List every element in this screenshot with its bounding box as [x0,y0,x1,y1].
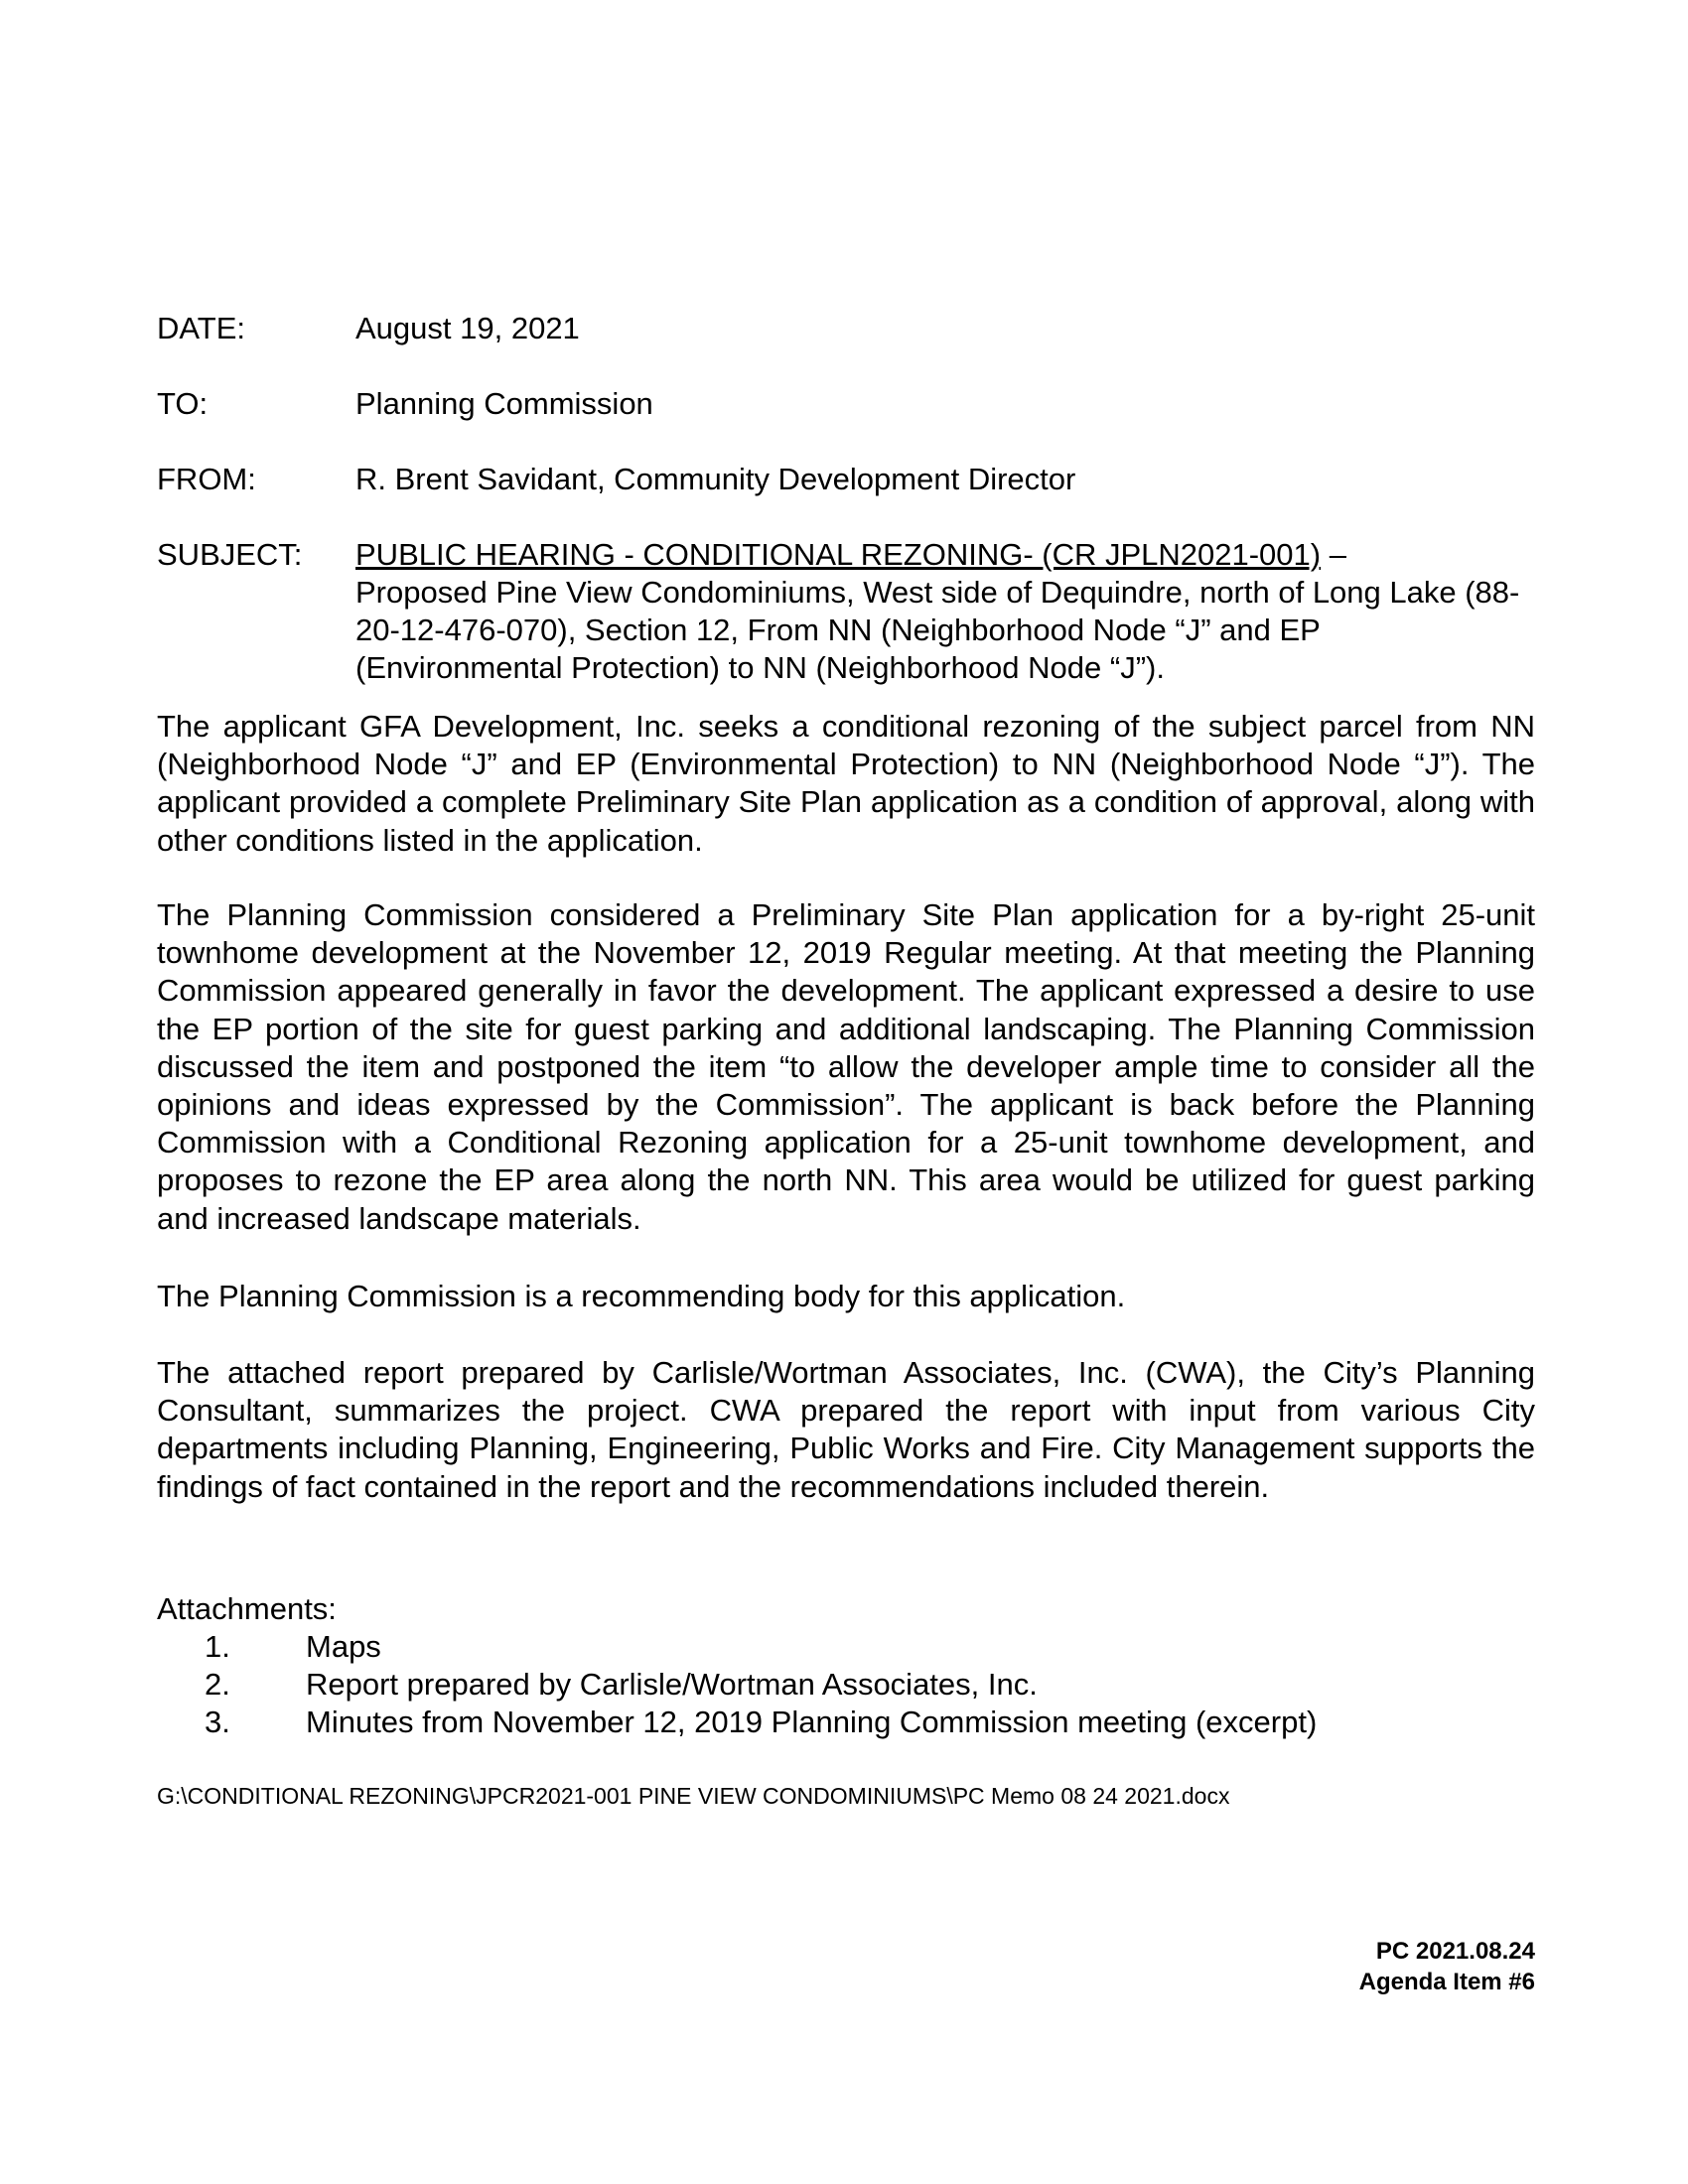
attachment-text: Report prepared by Carlisle/Wortman Associates, Inc. [306,1667,1038,1702]
body-paragraph-1: The applicant GFA Development, Inc. seeks a conditional rezoning of the subject parcel from NN (Neighborhood Node “J” and EP (Environmental Protection) to NN (Neighborhood Node “J”). The applicant provided a complete Preliminary Site Plan application as a condition of approval, along with other conditions listed in the application. [157,709,1535,858]
attachment-number: 1. [205,1629,230,1664]
attachment-number: 3. [205,1705,230,1739]
to-value: Planning Commission [355,386,653,421]
attachments-title: Attachments: [157,1591,337,1626]
agenda-item: Agenda Item #6 [1358,1969,1535,1995]
from-value: R. Brent Savidant, Community Development Director [355,462,1076,496]
file-path: G:\CONDITIONAL REZONING\JPCR2021-001 PINE VIEW CONDOMINIUMS\PC Memo 08 24 2021.docx [157,1783,1230,1809]
attachment-item [157,1704,1535,1741]
agenda-footer [1359,1936,1535,1997]
attachment-text: Maps [306,1629,381,1664]
subject-heading: PUBLIC HEARING - CONDITIONAL REZONING- (CR JPLN2021-001) [355,537,1322,572]
to-label: TO: [157,386,209,421]
body-paragraph-2: The Planning Commission considered a Preliminary Site Plan application for a by-right 25-unit townhome development at the November 12, 2019 Regular meeting. At that meeting the Planning Commission appeared generally in favor the development. The applicant expressed a desire to use the EP portion of the site for guest parking and additional landscaping. The Planning Commission discussed the item and postponed the item “to allow the developer ample time to consider all the opinions and ideas expressed by the Commission”. The applicant is back before the Planning Commission with a Conditional Rezoning application for a 25-unit townhome development, and proposes to rezone the EP area along the north NN. This area would be utilized for guest parking and increased landscape materials. [157,897,1535,1236]
attachments-list [157,1628,1535,1741]
attachment-item [157,1628,1535,1666]
from-label: FROM: [157,462,256,496]
date-label: DATE: [157,311,245,345]
date-value: August 19, 2021 [355,311,580,345]
attachment-number: 2. [205,1667,230,1702]
subject-description: Proposed Pine View Condominiums, West side of Dequindre, north of Long Lake (88-20-12-476-070), Section 12, From NN (Neighborhood Node “J” and EP (Environmental Protection) to NN (Neighborhood Node “J”). [355,575,1520,685]
subject-dash: – [1321,537,1346,572]
body-paragraph-4: The attached report prepared by Carlisle/Wortman Associates, Inc. (CWA), the City’s Planning Consultant, summarizes the project. CWA prepared the report with input from various City departments including Planning, Engineering, Public Works and Fire. City Management supports the findings of fact contained in the report and the recommendations included therein. [157,1355,1535,1504]
body-paragraph-3: The Planning Commission is a recommending body for this application. [157,1279,1126,1313]
subject-value [355,536,1535,687]
attachment-item [157,1666,1535,1704]
subject-label: SUBJECT: [157,537,303,572]
attachment-text: Minutes from November 12, 2019 Planning Commission meeting (excerpt) [306,1705,1318,1739]
meeting-code: PC 2021.08.24 [1375,1938,1535,1965]
